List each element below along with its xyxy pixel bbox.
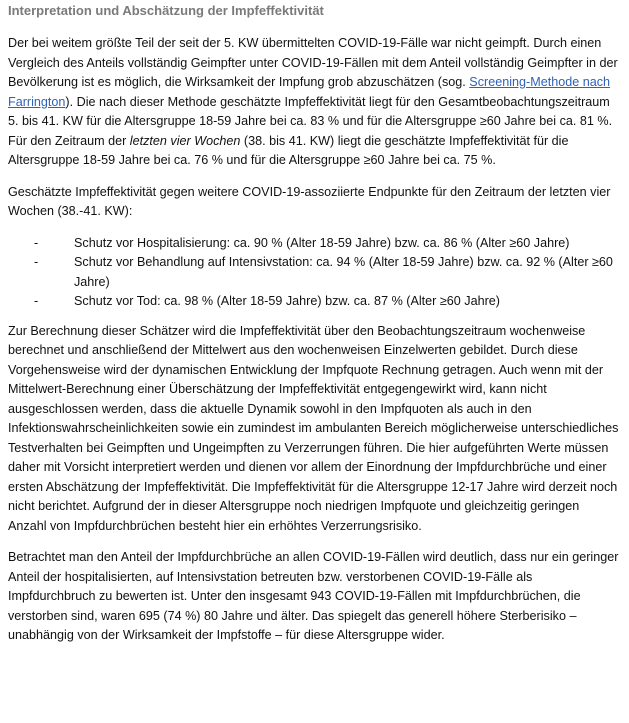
paragraph-endpoints-intro: Geschätzte Impfeffektivität gegen weitere COVID-19-assoziierte Endpunkte für den Zeitraum der letzten vier Wochen (38.-41. KW): [8, 184, 611, 218]
paragraph-breakthrough-share: Betrachtet man den Anteil der Impfdurchbrüche an allen COVID-19-Fällen wird deutlich, dass nur ein geringer Anteil der hospitalisierten, auf Intensivstation betreuten bzw. verstorbenen COVID-19-Fälle als Impfdurchbruch zu bewerten ist. Unter den insgesamt 943 COVID-19-Fällen mit Impfdurchbrüchen, die verstorben sind, waren 695 (74 %) 80 Jahre und älter. Das spiegelt das generell höhere Sterberisiko – unabhängig von der Wirksamkeit der Impfstoffe – für diese Altersgruppe wider. [8, 550, 619, 642]
paragraph-1-text-b: ). Die nach dieser Methode geschätzte Impfeffektivität liegt für den Gesamtbeobachtungszeitraum 5. bis 41. KW für die Altersgruppe 18-59 Jahre bei ca. 83 % und für die Altersgruppe ≥60 Jahre bei ca. 81 %. Für den Zeitraum der [8, 94, 613, 148]
endpoint-icu: - Schutz vor Behandlung auf Intensivstation: ca. 94 % (Alter 18-59 Jahre) bzw. ca. 92 % (Alter ≥60 Jahre) [34, 253, 619, 292]
endpoints-list [8, 234, 619, 312]
paragraph-methodology: Zur Berechnung dieser Schätzer wird die Impfeffektivität über den Beobachtungszeitraum wochenweise berechnet und anschließend der Mittelwert aus den wochenweisen Einzelwerten gebildet. Durch diese Vorgehensweise wird der dynamischen Entwicklung der Impfquote Rechnung getragen. Auch wenn mit der Mittelwert-Berechnung einer Überschätzung der Impfeffektivität entgegengewirkt wird, kann nicht ausgeschlossen werden, dass die aktuelle Dynamik sowohl in den Impfquoten als auch in den Infektionswahrscheinlichkeiten sowie ein zumindest im ambulanten Bereich möglicherweise unterschiedliches Testverhalten bei Geimpften und Ungeimpften zu Verzerrungen führen. Die hier aufgeführten Werte müssen daher mit Vorsicht interpretiert werden und dienen vor allem der Einordnung der Impfdurchbrüche und einer ersten Abschätzung der Impfeffektivität. Die Impfeffektivität für die Altersgruppe 12-17 Jahre wird derzeit noch nicht berichtet. Aufgrund der in dieser Altersgruppe noch niedrigen Impfquote und gleichzeitig geringen Anzahl von Impfdurchbrüchen besteht hier ein erhöhtes Verzerrungsrisiko. [8, 323, 619, 533]
paragraph-1-text-a: Der bei weitem größte Teil der seit der 5. KW übermittelten COVID-19-Fälle war nicht geimpft. Durch einen Vergleich des Anteils vollständig Geimpfter unter COVID-19-Fällen mit dem Anteil vollständig Geimpfter in der Bevölkerung ist es möglich, die Wirksamkeit der Impfung grob abzuschätzen (sog. [8, 36, 618, 89]
paragraph-1-text-c: (38. bis 41. KW) liegt die geschätzte Impfeffektivität für die Altersgruppe 18-59 Jahre bei ca. 76 % und für die Altersgruppe ≥60 Jahre bei ca. 75 %. [8, 133, 569, 167]
farrington-method-link[interactable]: Screening-Methode nach Farrington [8, 75, 611, 109]
endpoint-hospitalization: - Schutz vor Hospitalisierung: ca. 90 % (Alter 18-59 Jahre) bzw. ca. 86 % (Alter ≥60 Jahre) [34, 234, 619, 254]
paragraph-effectiveness-estimate [8, 34, 619, 171]
endpoint-death: - Schutz vor Tod: ca. 98 % (Alter 18-59 Jahre) bzw. ca. 87 % (Alter ≥60 Jahre) [34, 292, 619, 312]
section-heading: Interpretation und Abschätzung der Impfeffektivität [8, 3, 324, 18]
paragraph-1-italic: letzten vier Wochen [129, 133, 241, 148]
